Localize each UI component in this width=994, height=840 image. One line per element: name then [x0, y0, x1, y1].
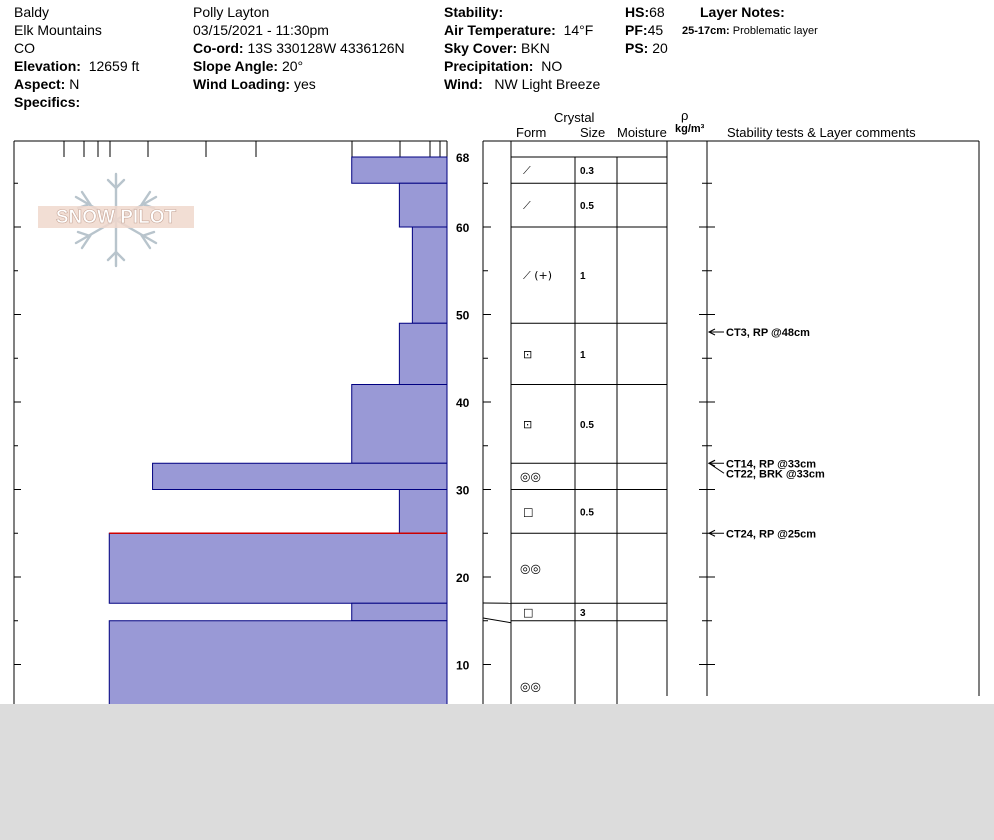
wind: Wind: NW Light Breeze [444, 76, 601, 92]
crystal-form-icon: ◎◎ [520, 469, 541, 484]
air-temperature: Air Temperature: 14°F [444, 22, 594, 38]
crystal-size: 0.5 [580, 419, 594, 431]
penetration-ski: PS: 20 [625, 40, 668, 56]
elevation: Elevation: 12659 ft [14, 58, 140, 74]
coordinates: Co-ord: 13S 330128W 4336126N [193, 40, 405, 56]
slope-angle: Slope Angle: 20° [193, 58, 304, 74]
crystal-form-icon: ⊡ [523, 417, 533, 431]
hardness-bar [352, 385, 447, 464]
crystal-size: 1 [580, 349, 586, 361]
crystal-size: 0.5 [580, 201, 594, 213]
crystal-form-icon: ◎◎ [520, 679, 541, 694]
hardness-bar [399, 490, 447, 534]
layer-note: 25-17cm: Problematic layer [682, 25, 818, 37]
mountain-range: Elk Mountains [14, 22, 102, 38]
crystal-form-icon: ⊡ [523, 347, 533, 361]
wind-loading: Wind Loading: yes [193, 76, 316, 92]
crystal-form-icon: ⟋ [523, 199, 531, 213]
crystal-form-icon: ⟋ (+) [523, 269, 552, 283]
stability-test-label: CT22, BRK @33cm [726, 468, 825, 481]
depth-tick-label: 60 [456, 221, 470, 235]
crystal-size: 3 [580, 608, 586, 619]
crystal-header: Crystal [554, 110, 595, 125]
stability-test-label: CT14, RP @33cm [726, 458, 817, 471]
crystal-form-icon: ◎◎ [520, 561, 541, 576]
hardness-bar [109, 621, 447, 704]
crystal-size: 0.5 [580, 507, 594, 519]
stability: Stability: [444, 4, 504, 20]
depth-tick-label: 30 [456, 483, 470, 498]
hardness-bar [352, 157, 447, 183]
observer: Polly Layton [193, 4, 270, 20]
layer-notes-title: Layer Notes: [700, 4, 785, 20]
datetime: 03/15/2021 - 11:30pm [193, 22, 329, 38]
sky-cover: Sky Cover: BKN [444, 40, 550, 56]
density-rho-header: ρ [681, 108, 689, 123]
hardness-bar [399, 183, 447, 227]
specifics: Specifics: [14, 94, 81, 110]
height-of-snow: HS:68 [625, 4, 665, 20]
hardness-bar [109, 533, 447, 603]
hardness-bar [153, 463, 447, 489]
hardness-bar [399, 323, 447, 384]
penetration-foot: PF:45 [625, 22, 664, 38]
stability-test-label: CT3, RP @48cm [726, 327, 810, 339]
crystal-size: 1 [580, 271, 586, 283]
crystal-form-icon: ⟋ [523, 164, 531, 178]
moisture-header: Moisture [617, 125, 667, 140]
crystal-form-icon: □ [523, 505, 534, 519]
size-header: Size [580, 125, 606, 140]
location-name: Baldy [14, 4, 50, 20]
stability-header: Stability tests & Layer comments [727, 125, 916, 140]
depth-tick-label: 50 [456, 308, 470, 323]
precipitation: Precipitation: NO [444, 58, 563, 74]
snow-profile-sheet-extension [624, 696, 994, 704]
logo-text: SNOW PILOT [55, 207, 177, 228]
state: CO [14, 40, 35, 56]
hardness-bar [412, 227, 447, 323]
crystal-form-icon: □ [523, 606, 534, 619]
hardness-bar [352, 603, 447, 621]
form-header: Form [516, 125, 547, 140]
aspect: Aspect: N [14, 76, 80, 92]
depth-tick-label: 10 [456, 658, 470, 673]
crystal-size: 0.3 [580, 166, 594, 178]
depth-tick-label: 68 [456, 151, 470, 165]
depth-tick-label: 40 [456, 396, 470, 410]
stability-test-label: CT24, RP @25cm [726, 528, 817, 541]
depth-tick-label: 20 [456, 571, 470, 585]
density-unit-header: kg/m³ [675, 123, 705, 135]
